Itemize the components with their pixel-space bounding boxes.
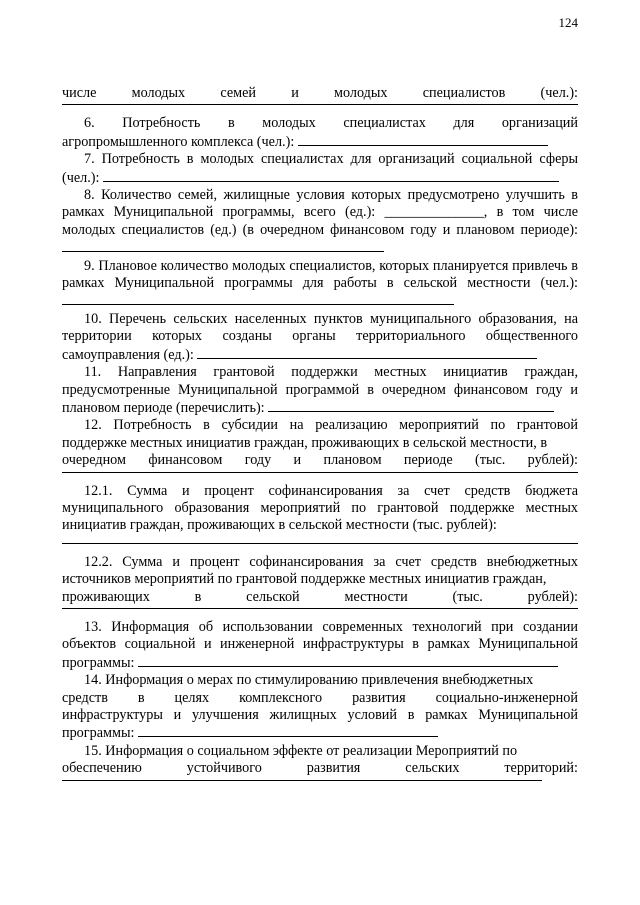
fill-line xyxy=(138,724,438,737)
word: целях xyxy=(174,689,210,706)
word: очередном xyxy=(62,452,126,469)
item-10: 10. Перечень сельских населенных пунктов муниципального образования, на территории которых созданы органы территориального общественного самоуправления (ед.): xyxy=(62,310,578,363)
item-9: 9. Плановое количество молодых специалистов, которых планируется привлечь в рамках Муниципальной программы для работы в сельской местности (чел.): xyxy=(62,258,578,311)
word: финансовом xyxy=(148,452,223,469)
word: устойчивого xyxy=(186,760,262,777)
item-12-2: 12.2. Сумма и процент софинансирования за счет средств внебюджетных источников мероприятий по грантовой поддержке местных инициатив граждан, xyxy=(62,553,578,588)
intro-line xyxy=(62,85,578,102)
item-12-1: 12.1. Сумма и процент софинансирования за счет средств бюджета муниципального образования мероприятий по грантовой поддержке местных инициатив граждан, проживающих в сельской местности (тыс. рублей): xyxy=(62,482,578,534)
word: рублей): xyxy=(527,452,578,469)
word: в xyxy=(227,115,235,132)
fill-line xyxy=(138,654,558,667)
word: году xyxy=(244,452,272,469)
fill-line xyxy=(62,239,384,252)
fill-line xyxy=(62,472,578,473)
word: организаций xyxy=(501,115,578,132)
word: местности xyxy=(344,588,408,605)
word: молодых xyxy=(262,115,316,132)
item-14-line2 xyxy=(62,690,578,707)
fill-line xyxy=(62,608,578,609)
word: территорий: xyxy=(504,760,578,777)
word: плановом xyxy=(323,452,382,469)
document-body xyxy=(62,85,578,791)
item-7: 7. Потребность в молодых специалистах для организаций социальной сферы (чел.): xyxy=(62,151,578,186)
word: для xyxy=(453,115,475,132)
word: (чел.): xyxy=(540,85,578,101)
word: периоде xyxy=(403,452,453,469)
item-13: 13. Информация об использовании современных технологий при создании объектов социальной и инженерной инфраструктуры в рамках Муниципальной программы: xyxy=(62,618,578,671)
word: комплексного xyxy=(239,689,323,706)
word: сельских xyxy=(405,760,460,777)
word: обеспечению xyxy=(62,760,142,777)
item-12-2-last-line xyxy=(62,589,578,606)
item-6-line1 xyxy=(62,115,578,132)
word: сельской xyxy=(246,588,300,605)
word: проживающих xyxy=(62,588,150,605)
item-6-line2: агропромышленного комплекса (чел.): xyxy=(62,133,578,151)
word: молодых xyxy=(334,85,388,101)
fill-line xyxy=(62,292,454,305)
word: (тыс. xyxy=(452,588,483,605)
item-12: 12. Потребность в субсидии на реализацию мероприятий по грантовой поддержке местных инициатив граждан, проживающих в сельской местности, в xyxy=(62,417,578,451)
fill-line xyxy=(103,169,559,182)
word: специалистов xyxy=(422,85,506,101)
word: средств xyxy=(62,689,108,706)
item-12-last-line xyxy=(62,452,578,469)
word: развития xyxy=(352,689,406,706)
word: 6. xyxy=(84,115,95,132)
item-14-line3: инфраструктуры и улучшения жилищных условий в рамках Муниципальной программы: xyxy=(62,707,578,742)
word: в xyxy=(137,689,145,706)
word: и xyxy=(293,452,302,469)
word: рублей): xyxy=(527,588,578,605)
word: развития xyxy=(306,760,361,777)
word: Потребность xyxy=(122,115,201,132)
page-number: 124 xyxy=(558,15,578,30)
word: молодых xyxy=(131,85,186,101)
word: в xyxy=(194,588,202,605)
word: (тыс. xyxy=(475,452,506,469)
item-15-line2 xyxy=(62,760,578,777)
fill-line xyxy=(298,133,548,146)
fill-line xyxy=(62,543,578,544)
word: семей xyxy=(220,85,256,101)
fill-line xyxy=(197,346,537,359)
fill-line xyxy=(268,399,554,412)
word: числе xyxy=(62,85,97,101)
fill-line xyxy=(62,780,542,781)
item-8: 8. Количество семей, жилищные условия которых предусмотрено улучшить в рамках Муниципальной программы, всего (ед.): ______________, в том числе молодых специалистов (ед.) (в очередном финансовом году и плановом периоде): xyxy=(62,187,578,258)
word: специалистах xyxy=(343,115,426,132)
fill-line xyxy=(62,104,578,105)
item-14-line1: 14. Информация о мерах по стимулированию привлечения внебюджетных xyxy=(84,672,534,689)
item-11: 11. Направления грантовой поддержки местных инициатив граждан, предусмотренные Муниципальной программой в очередном финансовом году и плановом периоде (перечислить): xyxy=(62,364,578,416)
word: и xyxy=(291,85,299,101)
word: социально-инженерной xyxy=(435,689,578,706)
item-15-line1: 15. Информация о социальном эффекте от реализации Мероприятий по xyxy=(84,742,518,759)
